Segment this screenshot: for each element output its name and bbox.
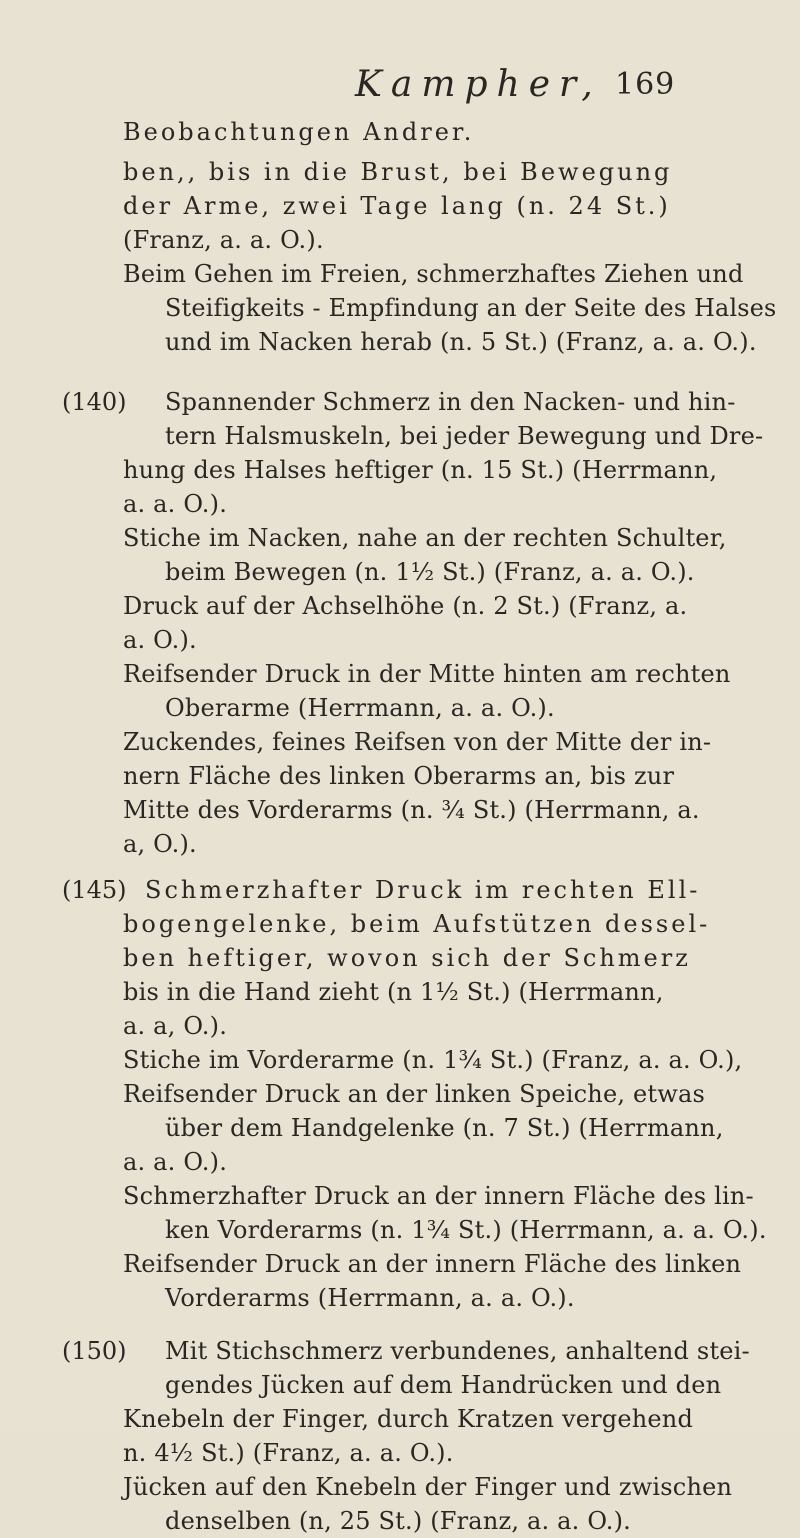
text-line: der Arme, zwei Tage lang (n. 24 St.) — [123, 192, 671, 220]
text-line: nern Fläche des linken Oberarms an, bis zur — [123, 762, 675, 790]
text-line: Vorderarms (Herrmann, a. a. O.). — [165, 1284, 575, 1312]
text-line: Mit Stichschmerz verbundenes, anhaltend stei- — [165, 1337, 750, 1365]
text-line: a. O.). — [123, 626, 197, 654]
text-line: ben heftiger, wovon sich der Schmerz — [123, 944, 691, 972]
entry-number: (150) — [62, 1337, 127, 1365]
text-line: Stiche im Nacken, nahe an der rechten Schulter, — [123, 524, 727, 552]
text-line: Mitte des Vorderarms (n. ¾ St.) (Herrmann, a. — [123, 796, 700, 824]
text-line: Jücken auf den Knebeln der Finger und zwischen — [123, 1473, 733, 1501]
text-line: tern Halsmuskeln, bei jeder Bewegung und Dre- — [165, 422, 764, 450]
text-line: über dem Handgelenke (n. 7 St.) (Herrmann, — [165, 1114, 724, 1142]
text-line: Schmerzhafter Druck an der innern Fläche des lin- — [123, 1182, 754, 1210]
running-title: Kampher, — [355, 64, 602, 105]
text-line: ken Vorderarms (n. 1¾ St.) (Herrmann, a. a. O.). — [165, 1216, 767, 1244]
text-line: Knebeln der Finger, durch Kratzen vergehend — [123, 1405, 694, 1433]
entry-number: (140) — [62, 388, 127, 416]
text-line: Druck auf der Achselhöhe (n. 2 St.) (Franz, a. — [123, 592, 688, 620]
section-title: Beobachtungen Andrer. — [123, 118, 475, 146]
text-line: Zuckendes, feines Reifsen von der Mitte der in- — [123, 728, 712, 756]
text-line: bogengelenke, beim Aufstützen dessel- — [123, 910, 711, 938]
text-line: gendes Jücken auf dem Handrücken und den — [165, 1371, 722, 1399]
text-line: bis in die Hand zieht (n 1½ St.) (Herrmann, — [123, 978, 664, 1006]
entry-number: (145) — [62, 876, 127, 904]
text-line: Stiche im Vorderarme (n. 1¾ St.) (Franz, a. a. O.), — [123, 1046, 743, 1074]
text-line: denselben (n, 25 St.) (Franz, a. a. O.). — [165, 1507, 632, 1535]
text-line: (Franz, a. a. O.). — [123, 226, 324, 254]
text-line: Spannender Schmerz in den Nacken- und hin- — [165, 388, 736, 416]
text-line: a. a. O.). — [123, 1148, 228, 1176]
text-line: Reifsender Druck in der Mitte hinten am rechten — [123, 660, 731, 688]
page-number: 169 — [615, 67, 676, 102]
text-line: Reifsender Druck an der innern Fläche des linken — [123, 1250, 742, 1278]
text-line: Beim Gehen im Freien, schmerzhaftes Ziehen und — [123, 260, 744, 288]
text-line: hung des Halses heftiger (n. 15 St.) (Herrmann, — [123, 456, 718, 484]
text-line: ben,, bis in die Brust, bei Bewegung — [123, 158, 673, 186]
text-line: beim Bewegen (n. 1½ St.) (Franz, a. a. O.). — [165, 558, 695, 586]
text-line: und im Nacken herab (n. 5 St.) (Franz, a. a. O.). — [165, 328, 757, 356]
text-line: Steifigkeits - Empfindung an der Seite des Halses — [165, 294, 777, 322]
text-line: a. a, O.). — [123, 1012, 228, 1040]
text-line: Reifsender Druck an der linken Speiche, etwas — [123, 1080, 706, 1108]
text-line: n. 4½ St.) (Franz, a. a. O.). — [123, 1439, 454, 1467]
page-header — [0, 0, 800, 150]
text-line: a, O.). — [123, 830, 197, 858]
text-line: Schmerzhafter Druck im rechten Ell- — [145, 876, 701, 904]
text-line: a. a. O.). — [123, 490, 228, 518]
text-line: Oberarme (Herrmann, a. a. O.). — [165, 694, 555, 722]
